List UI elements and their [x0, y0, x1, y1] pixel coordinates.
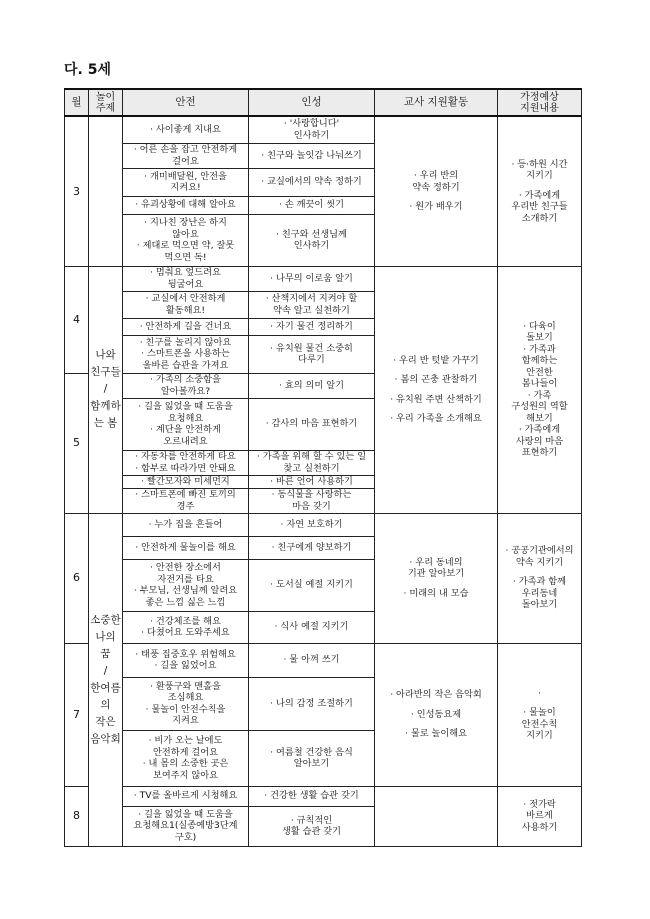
text-line: /: [103, 383, 108, 395]
character-cell: [249, 168, 375, 196]
character-cell: [249, 806, 375, 846]
month-cell: 5: [65, 373, 89, 513]
text-line: · 물놀이: [523, 707, 556, 718]
text-line: · 아라반의 작은 음악회: [390, 689, 482, 701]
text-line: · 길을 잃었을 때 도움을: [138, 808, 233, 820]
character-cell: [249, 611, 375, 643]
text-line: 인사하기: [293, 129, 330, 141]
text-line: · 계단을 안전하게: [150, 424, 221, 435]
safety-cell: [123, 475, 249, 488]
safety-cell: [123, 786, 249, 806]
month-cell: 4: [65, 266, 89, 373]
character-cell: [249, 116, 375, 143]
text-line: · 효의 의미 알기: [279, 379, 344, 391]
text-line: · 젓가락: [523, 798, 556, 810]
text-line: 걸어요: [172, 155, 199, 167]
text-line: · 가족에게: [518, 189, 561, 201]
safety-cell: [123, 643, 249, 677]
text-line: · 가족에게: [518, 424, 561, 435]
text-line: · 감사의 마음 표현하기: [265, 418, 358, 430]
text-line: · 지나친 장난은 하지: [144, 217, 227, 228]
text-line: · 우리 동네의: [409, 556, 463, 568]
list-item: [499, 688, 580, 700]
theme-cell: [89, 266, 123, 513]
home-cell: [498, 266, 582, 513]
text-line: · 물로 놀이해요: [404, 728, 467, 740]
text-line: 뒹굴어요: [167, 278, 204, 290]
text-line: · 도서실 예절 지키기: [270, 579, 353, 591]
text-line: 자전거를 타요: [157, 573, 214, 585]
text-line: 지키기: [526, 170, 553, 181]
text-line: 주제: [95, 102, 116, 114]
home-cell: [498, 116, 582, 266]
character-cell: [249, 730, 375, 786]
safety-cell: [123, 450, 249, 475]
teacher-cell: [375, 266, 498, 513]
text-line: · 내 몸의 소중한 곳은: [142, 758, 229, 769]
list-item: [499, 545, 580, 568]
text-line: 생활 습관 갖기: [281, 826, 342, 837]
list-item: [376, 709, 496, 721]
teacher-cell: [375, 786, 498, 846]
month-cell: 8: [65, 786, 89, 846]
text-line: 오르내려요: [163, 435, 208, 447]
text-line: 요청해요: [167, 412, 204, 424]
text-line: 지키기: [526, 730, 553, 741]
text-line: 좋은 느낌 싫은 느낌: [145, 596, 226, 608]
safety-cell: [123, 266, 249, 291]
theme-cell: [89, 513, 123, 846]
text-line: 알아보기: [293, 758, 330, 769]
list-item: [499, 576, 580, 611]
home-cell: [498, 643, 582, 786]
text-line: 조심해요: [167, 692, 204, 703]
text-line: · 동식물을 사랑하는: [271, 489, 352, 500]
text-line: · 우리 반의: [413, 170, 459, 181]
text-line: 작은: [95, 715, 116, 728]
text-line: 다루기: [298, 354, 325, 365]
text-line: · 안전한 장소에서: [150, 562, 221, 573]
text-line: 는 봄: [93, 417, 118, 429]
text-line: 지켜요!: [170, 182, 201, 193]
text-line: 안전하게 걸어요: [152, 746, 219, 758]
text-line: 나와: [95, 349, 116, 361]
list-item: [376, 689, 496, 701]
text-line: 요청해요1(실종예방3단계: [133, 820, 238, 832]
text-line: 경주: [176, 500, 195, 512]
character-cell: [249, 559, 375, 611]
character-cell: [249, 335, 375, 373]
character-cell: [249, 214, 375, 266]
plan-table: [64, 88, 582, 847]
safety-cell: [123, 214, 249, 266]
text-line: · 스마트폰에 빠진 토끼의: [135, 489, 236, 500]
text-line: · 자기 물건 정리하기: [270, 320, 353, 332]
text-line: · 태풍 집중호우 위험해요: [135, 648, 236, 660]
text-line: 활동해요!: [165, 304, 206, 316]
safety-cell: [123, 196, 249, 214]
text-line: · 물놀이 안전수칙을: [145, 703, 226, 715]
text-line: · 자동차를 안전하게 타요: [135, 451, 236, 462]
safety-cell: [123, 398, 249, 450]
safety-cell: [123, 373, 249, 398]
list-item: [499, 707, 580, 742]
text-line: · 나의 감정 조절하기: [270, 697, 353, 709]
teacher-cell: [375, 116, 498, 266]
character-cell: [249, 450, 375, 475]
text-line: 표현하기: [521, 447, 558, 458]
list-item: [376, 557, 496, 580]
header-safety: 안전: [123, 89, 249, 116]
month-cell: 6: [65, 513, 89, 643]
text-line: 한여름: [90, 681, 121, 694]
character-cell: [249, 513, 375, 536]
text-line: 구성원의 역할: [511, 401, 568, 412]
text-line: 봄나들이: [521, 378, 558, 389]
text-line: 안전한: [526, 366, 553, 378]
text-line: · 환풍구와 맨홀을: [150, 680, 221, 692]
safety-cell: [123, 488, 249, 513]
text-line: · 원가 배우기: [409, 201, 463, 212]
safety-cell: [123, 536, 249, 559]
text-line: · 미래의 내 모습: [403, 587, 469, 599]
safety-cell: [123, 513, 249, 536]
text-line: 나의 꿈: [95, 630, 116, 660]
text-line: 돌보기: [526, 332, 553, 343]
safety-cell: [123, 335, 249, 373]
text-line: · 인성동요제: [410, 708, 462, 720]
header-teacher: 교사 지원활동: [375, 89, 498, 116]
text-line: · 유괴상황에 대해 알아요: [135, 199, 236, 211]
character-cell: [249, 373, 375, 398]
text-line: 않아요: [172, 228, 199, 240]
text-line: 먹으면 독!: [164, 251, 207, 263]
text-line: 소개하기: [521, 212, 558, 224]
text-line: · 친구에게 양보하기: [271, 541, 352, 553]
text-line: 안전수칙: [521, 718, 558, 730]
list-item: [376, 588, 496, 600]
text-line: · 자연 보호하기: [280, 518, 343, 530]
list-item: [376, 374, 496, 386]
text-line: · 다육이: [523, 320, 556, 332]
month-cell: 7: [65, 643, 89, 786]
text-line: · 우리 반 텃밭 가꾸기: [393, 354, 479, 366]
text-line: · 제대로 먹으면 약, 잘못: [136, 240, 235, 251]
text-line: 보여주지 않아요: [152, 769, 219, 781]
text-line: · 길을 잃었어요: [154, 660, 217, 671]
text-line: 마음 갖기: [292, 500, 331, 512]
text-line: 의: [100, 698, 111, 711]
safety-cell: [123, 168, 249, 196]
text-line: · 손 깨끗이 씻기: [279, 199, 344, 211]
text-line: · 친구와 선생님께: [276, 228, 347, 240]
text-line: · 안전하게 물놀이를 해요: [135, 541, 236, 553]
character-cell: [249, 475, 375, 488]
list-item: [499, 321, 580, 459]
list-item: [376, 355, 496, 367]
text-line: 찾고 실천하기: [283, 462, 340, 474]
safety-cell: [123, 611, 249, 643]
text-line: · 바른 언어 사용하기: [270, 475, 353, 487]
safety-cell: [123, 559, 249, 611]
text-line: · TV를 올바르게 시청해요: [133, 790, 238, 802]
text-line: · 비가 오는 날에도: [148, 735, 223, 746]
text-line: · 우리 가족을 소개해요: [390, 413, 482, 424]
theme-cell-empty: [89, 116, 123, 266]
text-line: · 사이좋게 지내요: [150, 124, 221, 135]
list-item: [499, 159, 580, 182]
text-line: 알아볼까요?: [160, 385, 211, 397]
text-line: · 여름철 건강한 음식: [270, 746, 353, 758]
text-line: 인사하기: [293, 240, 330, 251]
character-cell: [249, 143, 375, 168]
text-line: · 부모님, 선생님께 알려요: [133, 585, 238, 596]
text-line: 친구들: [90, 366, 121, 378]
list-item: [499, 799, 580, 834]
text-line: · 친구와 놀잇감 나눠쓰기: [261, 149, 362, 161]
text-line: · 다쳤어요 도와주세요: [141, 627, 230, 638]
character-cell: [249, 536, 375, 559]
home-cell: [498, 513, 582, 643]
text-line: · 나무의 이로움 알기: [270, 272, 353, 284]
header-month: 월: [65, 89, 89, 116]
text-line: 약속 알고 실천하기: [273, 304, 350, 316]
text-line: · 누가 집을 흔들어: [148, 518, 223, 530]
character-cell: [249, 786, 375, 806]
text-line: · '사랑합니다': [283, 118, 340, 130]
text-line: 놀이: [95, 91, 116, 103]
text-line: 구호): [174, 831, 197, 843]
text-line: · 길을 잃었을 때 도움을: [138, 401, 233, 412]
text-line: 함께하: [90, 400, 121, 412]
safety-cell: [123, 806, 249, 846]
home-cell: [498, 786, 582, 846]
text-line: /: [103, 664, 108, 677]
header-home: [498, 89, 582, 116]
text-line: · 개미배달원, 안전을: [144, 170, 227, 182]
text-line: · 산책지에서 지켜야 할: [265, 293, 358, 304]
text-line: 약속 정하기: [412, 181, 460, 193]
text-line: 올바른 습관을 가져요: [142, 359, 229, 371]
text-line: 사랑의 마음: [515, 435, 564, 447]
teacher-cell: [375, 513, 498, 643]
header-theme: [89, 89, 123, 116]
character-cell: [249, 643, 375, 677]
text-line: 지켜요: [172, 715, 199, 726]
header-character: 인성: [249, 89, 375, 116]
text-line: · 가족의 소중함을: [150, 374, 221, 385]
text-line: · 건강체조를 해요: [150, 615, 221, 627]
text-line: · 봄의 곤충 관찰하기: [394, 374, 478, 385]
character-cell: [249, 318, 375, 335]
text-line: · 등·하원 시간: [511, 158, 568, 170]
character-cell: [249, 196, 375, 214]
safety-cell: [123, 116, 249, 143]
text-line: · 공공기관에서의: [505, 545, 574, 557]
text-line: · 식사 예절 지키기: [274, 621, 349, 633]
character-cell: [249, 677, 375, 730]
month-cell: 3: [65, 116, 89, 266]
text-line: · 안전하게 길을 건너요: [139, 320, 232, 332]
text-line: · 스마트폰을 사용하는: [141, 348, 230, 360]
text-line: · 교실에서의 약속 정하기: [261, 176, 362, 188]
text-line: · 유치원 물건 소중히: [270, 342, 353, 354]
text-line: 사용하기: [521, 821, 558, 833]
text-line: ·: [538, 687, 541, 699]
text-line: 우리동네: [521, 587, 558, 599]
safety-cell: [123, 730, 249, 786]
text-line: 기관 알아보기: [407, 568, 465, 580]
page-heading: 다. 5세: [64, 62, 111, 78]
text-line: · 가족을 위해 할 수 있는 일: [256, 451, 367, 462]
text-line: · 빨간모자와 미세먼지: [141, 475, 230, 487]
text-line: · 멈춰요 엎드려요: [150, 267, 221, 278]
list-item: [376, 728, 496, 740]
text-line: 바르게: [526, 810, 553, 822]
text-line: 약속 지키기: [515, 556, 564, 568]
list-item: [376, 394, 496, 406]
list-item: [376, 413, 496, 425]
safety-cell: [123, 677, 249, 730]
text-line: 소중한: [90, 613, 121, 626]
safety-cell: [123, 318, 249, 335]
text-line: · 가족: [527, 389, 552, 401]
text-line: · 어른 손을 잡고 안전하게: [133, 144, 238, 155]
text-line: · 유치원 주변 산책하기: [390, 393, 482, 405]
text-line: · 교실에서 안전하게: [145, 293, 226, 304]
text-line: 우리반 친구들: [511, 201, 568, 212]
text-line: · 친구를 놀리지 않아요: [139, 336, 232, 348]
text-line: · 물 아껴 쓰기: [283, 654, 340, 666]
character-cell: [249, 266, 375, 291]
text-line: 음악회: [90, 732, 121, 745]
text-line: 돌아보기: [521, 599, 558, 611]
text-line: · 가족과 함께: [512, 576, 567, 588]
text-line: · 가족과: [523, 343, 556, 355]
text-line: 함께하는: [521, 355, 558, 366]
character-cell: [249, 291, 375, 318]
safety-cell: [123, 291, 249, 318]
text-line: 가정예상: [520, 91, 559, 103]
list-item: [376, 170, 496, 193]
text-line: · 함부로 따라가면 안돼요: [135, 462, 236, 474]
teacher-cell: [375, 643, 498, 786]
text-line: 해보기: [526, 412, 553, 424]
character-cell: [249, 398, 375, 450]
character-cell: [249, 488, 375, 513]
list-item: [499, 190, 580, 225]
text-line: 지원내용: [520, 102, 559, 114]
text-line: · 건강한 생활 습관 갖기: [264, 790, 359, 802]
text-line: · 규칙적인: [290, 814, 333, 826]
safety-cell: [123, 143, 249, 168]
list-item: [376, 201, 496, 213]
